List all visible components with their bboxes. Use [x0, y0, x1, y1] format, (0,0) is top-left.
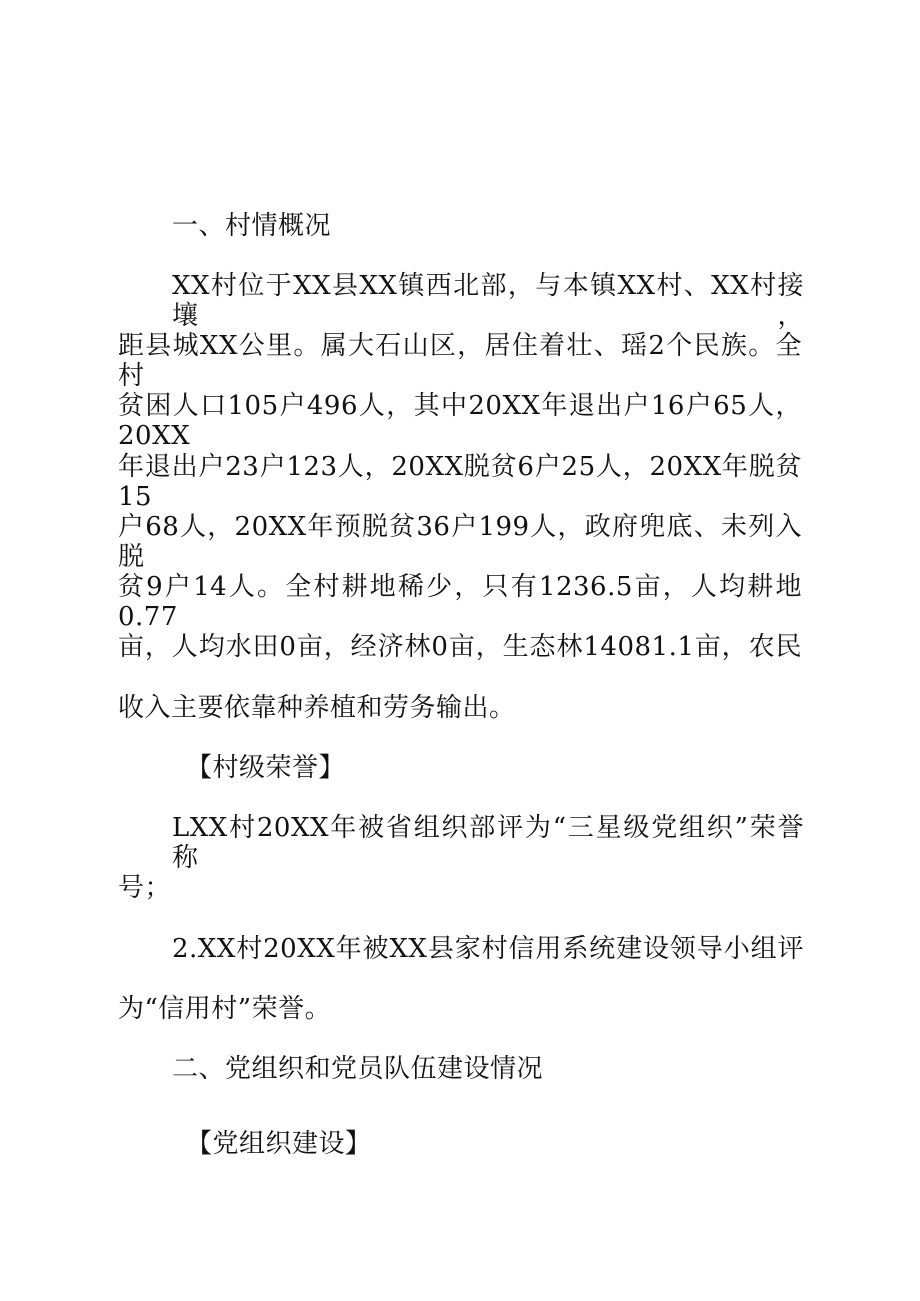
- subheading-party-organization-building: 【党组织建设】: [186, 1129, 372, 1159]
- section-heading-party-organization: 二、党组织和党员队伍建设情况: [172, 1054, 544, 1084]
- paragraph-line: 户68人，20XX年预脱贫36户199人，政府兜底、未列入脱: [118, 512, 802, 572]
- section-heading-village-overview: 一、村情概况: [172, 211, 332, 241]
- paragraph-line: 距县城XX公里。属大石山区，居住着壮、瑶2个民族。全村: [118, 331, 802, 391]
- paragraph-line: 贫困人口105户496人，其中20XX年退出户16户65人，20XX: [118, 391, 802, 451]
- paragraph-line: 年退出户23户123人，20XX脱贫6户25人，20XX年脱贫15: [118, 452, 802, 512]
- honor-item-line: 2.XX村20XX年被XX县家村信用系统建设领导小组评: [172, 934, 804, 964]
- paragraph-line: 收入主要依靠种养植和劳务输出。: [118, 693, 516, 723]
- honor-item-line: LXX村20XX年被省组织部评为“三星级党组织”荣誉称: [172, 813, 804, 873]
- honor-item-line: 为“信用村”荣誉。: [118, 994, 332, 1024]
- paragraph-line: XX村位于XX县XX镇西北部，与本镇XX村、XX村接壤，: [172, 271, 804, 331]
- paragraph-line: 贫9户14人。全村耕地稀少，只有1236.5亩，人均耕地0.77: [118, 572, 802, 632]
- subheading-village-honors: 【村级荣誉】: [186, 753, 346, 783]
- honor-item-line: 号；: [118, 873, 172, 903]
- paragraph-line: 亩，人均水田0亩，经济林0亩，生态林14081.1亩，农民: [118, 632, 802, 662]
